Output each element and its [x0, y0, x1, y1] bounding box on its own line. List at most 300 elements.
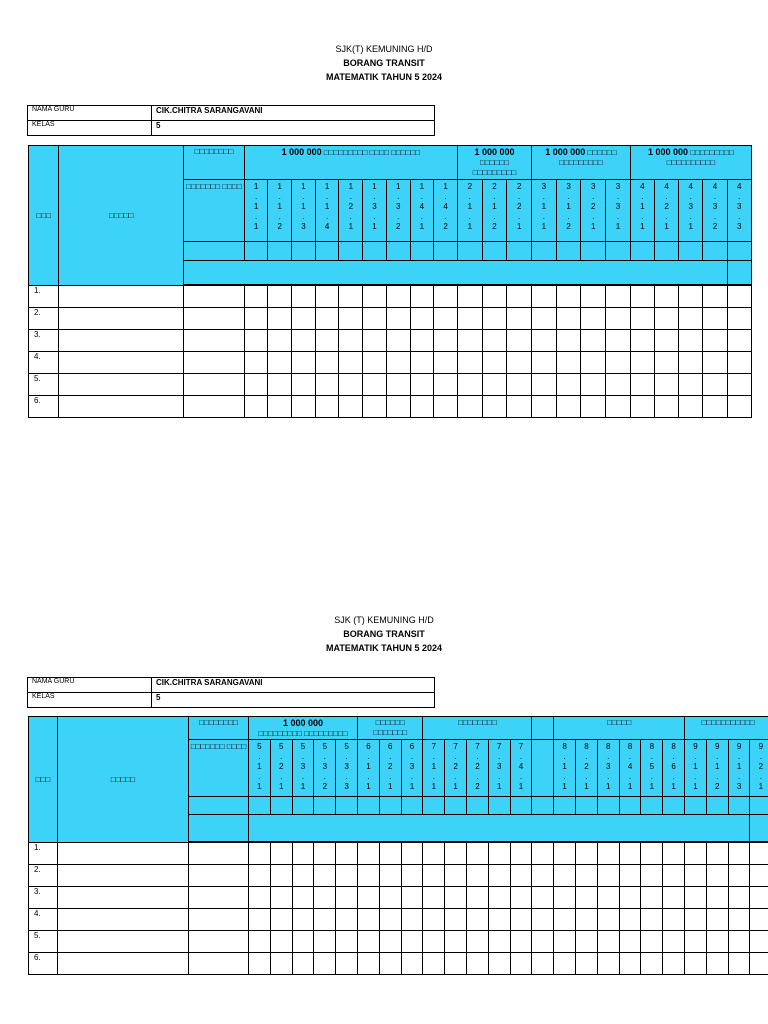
mark-cell[interactable] [467, 953, 489, 975]
mark-cell[interactable] [554, 843, 576, 865]
student-name-cell[interactable] [59, 286, 184, 308]
mark-cell[interactable] [386, 374, 410, 396]
mark-cell[interactable] [249, 953, 271, 975]
mark-cell[interactable] [532, 931, 554, 953]
mark-cell[interactable] [703, 308, 727, 330]
mark-cell[interactable] [510, 887, 532, 909]
mark-cell[interactable] [482, 396, 507, 418]
mark-cell[interactable] [314, 887, 336, 909]
mark-cell[interactable] [685, 865, 707, 887]
mark-cell[interactable] [532, 396, 557, 418]
mark-cell[interactable] [619, 909, 641, 931]
mark-cell[interactable] [445, 887, 467, 909]
mark-cell[interactable] [249, 865, 271, 887]
mark-cell[interactable] [401, 931, 423, 953]
mark-cell[interactable] [339, 330, 363, 352]
mark-cell[interactable] [292, 865, 314, 887]
mark-cell[interactable] [386, 308, 410, 330]
mark-cell[interactable] [339, 396, 363, 418]
mark-cell[interactable] [410, 396, 434, 418]
mark-cell[interactable] [189, 887, 249, 909]
mark-cell[interactable] [728, 909, 750, 931]
mark-cell[interactable] [268, 374, 292, 396]
mark-cell[interactable] [423, 909, 445, 931]
mark-cell[interactable] [685, 931, 707, 953]
mark-cell[interactable] [270, 865, 292, 887]
mark-cell[interactable] [727, 396, 751, 418]
code-cell [410, 180, 434, 242]
mark-cell[interactable] [363, 396, 387, 418]
mark-cell[interactable] [532, 286, 557, 308]
mark-cell[interactable] [655, 396, 679, 418]
mark-cell[interactable] [679, 374, 703, 396]
mark-cell[interactable] [619, 865, 641, 887]
student-name-cell[interactable] [58, 843, 189, 865]
mark-cell[interactable] [339, 352, 363, 374]
mark-cell[interactable] [314, 909, 336, 931]
mark-cell[interactable] [703, 352, 727, 374]
mark-cell[interactable] [339, 374, 363, 396]
mark-cell[interactable] [556, 396, 581, 418]
mark-cell[interactable] [576, 865, 598, 887]
mark-cell[interactable] [663, 909, 685, 931]
mark-cell[interactable] [292, 843, 314, 865]
mark-cell[interactable] [750, 843, 768, 865]
mark-cell[interactable] [336, 909, 358, 931]
mark-cell[interactable] [556, 308, 581, 330]
mark-cell[interactable] [189, 931, 249, 953]
student-name-cell[interactable] [59, 352, 184, 374]
mark-cell[interactable] [727, 286, 751, 308]
student-name-cell[interactable] [58, 953, 189, 975]
mark-cell[interactable] [184, 286, 244, 308]
mark-cell[interactable] [401, 887, 423, 909]
mark-cell[interactable] [706, 887, 728, 909]
mark-cell[interactable] [556, 374, 581, 396]
mark-cell[interactable] [358, 865, 380, 887]
mark-cell[interactable] [423, 865, 445, 887]
mark-cell[interactable] [268, 286, 292, 308]
mark-cell[interactable] [336, 843, 358, 865]
mark-cell[interactable] [249, 887, 271, 909]
mark-cell[interactable] [244, 352, 268, 374]
mark-cell[interactable] [467, 887, 489, 909]
mark-cell[interactable] [488, 865, 510, 887]
mark-cell[interactable] [292, 396, 316, 418]
mark-cell[interactable] [532, 843, 554, 865]
mark-cell[interactable] [445, 843, 467, 865]
mark-cell[interactable] [655, 352, 679, 374]
mark-cell[interactable] [457, 330, 482, 352]
mark-cell[interactable] [532, 374, 557, 396]
mark-cell[interactable] [358, 909, 380, 931]
mark-cell[interactable] [336, 887, 358, 909]
mark-cell[interactable] [363, 374, 387, 396]
mark-cell[interactable] [728, 865, 750, 887]
mark-cell[interactable] [507, 286, 532, 308]
mark-cell[interactable] [554, 953, 576, 975]
form1-grid [28, 145, 752, 418]
mark-cell[interactable] [706, 909, 728, 931]
mark-cell[interactable] [630, 396, 654, 418]
mark-cell[interactable] [685, 953, 707, 975]
student-name-cell[interactable] [58, 865, 189, 887]
mark-cell[interactable] [685, 909, 707, 931]
mark-cell[interactable] [750, 865, 768, 887]
mark-cell[interactable] [663, 887, 685, 909]
mark-cell[interactable] [467, 843, 489, 865]
mark-cell[interactable] [434, 286, 458, 308]
mark-cell[interactable] [663, 843, 685, 865]
mark-cell[interactable] [270, 843, 292, 865]
mark-cell[interactable] [532, 953, 554, 975]
mark-cell[interactable] [386, 352, 410, 374]
code-cell [292, 740, 314, 797]
mark-cell[interactable] [379, 931, 401, 953]
mark-cell[interactable] [434, 352, 458, 374]
mark-cell[interactable] [554, 887, 576, 909]
mark-cell[interactable] [597, 865, 619, 887]
mark-cell[interactable] [507, 396, 532, 418]
mark-cell[interactable] [423, 843, 445, 865]
mark-cell[interactable] [576, 887, 598, 909]
mark-cell[interactable] [576, 843, 598, 865]
mark-cell[interactable] [363, 308, 387, 330]
mark-cell[interactable] [244, 396, 268, 418]
mark-cell[interactable] [556, 352, 581, 374]
mark-cell[interactable] [703, 286, 727, 308]
mark-cell[interactable] [457, 286, 482, 308]
mark-cell[interactable] [728, 887, 750, 909]
mark-cell[interactable] [292, 931, 314, 953]
mark-cell[interactable] [703, 330, 727, 352]
mark-cell[interactable] [315, 352, 339, 374]
mark-cell[interactable] [581, 396, 606, 418]
mark-cell[interactable] [445, 909, 467, 931]
mark-cell[interactable] [630, 308, 654, 330]
mark-cell[interactable] [434, 374, 458, 396]
mark-cell[interactable] [189, 909, 249, 931]
mark-cell[interactable] [727, 330, 751, 352]
student-name-cell[interactable] [58, 909, 189, 931]
student-name-cell[interactable] [59, 308, 184, 330]
mark-cell[interactable] [597, 931, 619, 953]
mark-cell[interactable] [244, 286, 268, 308]
mark-cell[interactable] [630, 330, 654, 352]
mark-cell[interactable] [532, 330, 557, 352]
mark-cell[interactable] [467, 865, 489, 887]
mark-cell[interactable] [184, 308, 244, 330]
mark-cell[interactable] [379, 909, 401, 931]
mark-cell[interactable] [292, 953, 314, 975]
mark-cell[interactable] [556, 286, 581, 308]
mark-cell[interactable] [606, 286, 631, 308]
mark-cell[interactable] [488, 843, 510, 865]
mark-cell[interactable] [510, 865, 532, 887]
mark-cell[interactable] [581, 330, 606, 352]
mark-cell[interactable] [581, 308, 606, 330]
mark-cell[interactable] [619, 931, 641, 953]
mark-cell[interactable] [379, 887, 401, 909]
mark-cell[interactable] [576, 931, 598, 953]
mark-cell[interactable] [482, 352, 507, 374]
mark-cell[interactable] [679, 330, 703, 352]
mark-cell[interactable] [750, 887, 768, 909]
mark-cell[interactable] [270, 953, 292, 975]
mark-cell[interactable] [606, 396, 631, 418]
mark-cell[interactable] [606, 352, 631, 374]
mark-cell[interactable] [270, 931, 292, 953]
mark-cell[interactable] [663, 953, 685, 975]
mark-cell[interactable] [379, 843, 401, 865]
mark-cell[interactable] [358, 843, 380, 865]
mark-cell[interactable] [358, 931, 380, 953]
mark-cell[interactable] [314, 931, 336, 953]
mark-cell[interactable] [457, 352, 482, 374]
mark-cell[interactable] [727, 308, 751, 330]
mark-cell[interactable] [630, 374, 654, 396]
mark-cell[interactable] [315, 286, 339, 308]
mark-cell[interactable] [488, 953, 510, 975]
mark-cell[interactable] [249, 843, 271, 865]
mark-cell[interactable] [270, 909, 292, 931]
mark-cell[interactable] [507, 352, 532, 374]
mark-cell[interactable] [727, 352, 751, 374]
mark-cell[interactable] [379, 865, 401, 887]
mark-cell[interactable] [363, 330, 387, 352]
mark-cell[interactable] [358, 953, 380, 975]
mark-cell[interactable] [423, 931, 445, 953]
mark-cell[interactable] [750, 953, 768, 975]
mark-cell[interactable] [184, 396, 244, 418]
mark-cell[interactable] [532, 865, 554, 887]
mark-cell[interactable] [630, 286, 654, 308]
mark-cell[interactable] [184, 330, 244, 352]
mark-cell[interactable] [655, 330, 679, 352]
mark-cell[interactable] [249, 931, 271, 953]
mark-cell[interactable] [706, 931, 728, 953]
mark-cell[interactable] [685, 843, 707, 865]
mark-cell[interactable] [401, 953, 423, 975]
mark-cell[interactable] [606, 374, 631, 396]
mark-cell[interactable] [363, 352, 387, 374]
mark-cell[interactable] [457, 396, 482, 418]
mark-cell[interactable] [507, 374, 532, 396]
student-name-cell[interactable] [58, 887, 189, 909]
mark-cell[interactable] [556, 330, 581, 352]
mark-cell[interactable] [750, 931, 768, 953]
mark-cell[interactable] [679, 308, 703, 330]
mark-cell[interactable] [482, 374, 507, 396]
mark-cell[interactable] [336, 931, 358, 953]
mark-cell[interactable] [386, 330, 410, 352]
mark-cell[interactable] [314, 843, 336, 865]
mark-cell[interactable] [750, 909, 768, 931]
mark-cell[interactable] [445, 953, 467, 975]
mark-cell[interactable] [581, 374, 606, 396]
mark-cell[interactable] [410, 330, 434, 352]
mark-cell[interactable] [641, 887, 663, 909]
mark-cell[interactable] [292, 308, 316, 330]
mark-cell[interactable] [606, 308, 631, 330]
mark-cell[interactable] [507, 308, 532, 330]
mark-cell[interactable] [655, 374, 679, 396]
mark-cell[interactable] [184, 374, 244, 396]
mark-cell[interactable] [410, 352, 434, 374]
mark-cell[interactable] [655, 286, 679, 308]
mark-cell[interactable] [292, 352, 316, 374]
mark-cell[interactable] [244, 308, 268, 330]
mark-cell[interactable] [663, 865, 685, 887]
mark-cell[interactable] [292, 330, 316, 352]
mark-cell[interactable] [315, 374, 339, 396]
mark-cell[interactable] [597, 953, 619, 975]
mark-cell[interactable] [727, 374, 751, 396]
mark-cell[interactable] [728, 843, 750, 865]
mark-cell[interactable] [379, 953, 401, 975]
mark-cell[interactable] [423, 887, 445, 909]
mark-cell[interactable] [728, 931, 750, 953]
mark-cell[interactable] [358, 887, 380, 909]
mark-cell[interactable] [641, 865, 663, 887]
student-name-cell[interactable] [59, 374, 184, 396]
mark-cell[interactable] [597, 909, 619, 931]
student-name-cell[interactable] [59, 330, 184, 352]
blank-cell [507, 242, 532, 261]
mark-cell[interactable] [339, 308, 363, 330]
mark-cell[interactable] [315, 308, 339, 330]
mark-cell[interactable] [434, 396, 458, 418]
code-label: 4 . 3 . 2 [712, 182, 718, 231]
mark-cell[interactable] [315, 396, 339, 418]
mark-cell[interactable] [292, 887, 314, 909]
mark-cell[interactable] [641, 909, 663, 931]
mark-cell[interactable] [728, 953, 750, 975]
mark-cell[interactable] [268, 330, 292, 352]
mark-cell[interactable] [685, 887, 707, 909]
mark-cell[interactable] [488, 887, 510, 909]
mark-cell[interactable] [532, 308, 557, 330]
mark-cell[interactable] [679, 396, 703, 418]
mark-cell[interactable] [410, 308, 434, 330]
mark-cell[interactable] [554, 865, 576, 887]
mark-cell[interactable] [554, 931, 576, 953]
mark-cell[interactable] [434, 308, 458, 330]
student-name-cell[interactable] [58, 931, 189, 953]
mark-cell[interactable] [268, 352, 292, 374]
mark-cell[interactable] [445, 931, 467, 953]
mark-cell[interactable] [314, 953, 336, 975]
mark-cell[interactable] [184, 352, 244, 374]
mark-cell[interactable] [292, 374, 316, 396]
mark-cell[interactable] [510, 953, 532, 975]
mark-cell[interactable] [703, 374, 727, 396]
mark-cell[interactable] [597, 887, 619, 909]
mark-cell[interactable] [336, 953, 358, 975]
mark-cell[interactable] [410, 286, 434, 308]
mark-cell[interactable] [292, 909, 314, 931]
mark-cell[interactable] [314, 865, 336, 887]
mark-cell[interactable] [532, 909, 554, 931]
mark-cell[interactable] [457, 308, 482, 330]
mark-cell[interactable] [189, 843, 249, 865]
mark-cell[interactable] [619, 953, 641, 975]
mark-cell[interactable] [510, 931, 532, 953]
mark-cell[interactable] [363, 286, 387, 308]
student-name-cell[interactable] [59, 396, 184, 418]
mark-cell[interactable] [706, 865, 728, 887]
mark-cell[interactable] [703, 396, 727, 418]
mark-cell[interactable] [249, 909, 271, 931]
mark-cell[interactable] [315, 330, 339, 352]
mark-cell[interactable] [507, 330, 532, 352]
mark-cell[interactable] [576, 909, 598, 931]
mark-cell[interactable] [581, 286, 606, 308]
mark-cell[interactable] [488, 931, 510, 953]
mark-cell[interactable] [410, 374, 434, 396]
mark-cell[interactable] [268, 396, 292, 418]
mark-cell[interactable] [467, 909, 489, 931]
mark-cell[interactable] [510, 909, 532, 931]
mark-cell[interactable] [679, 352, 703, 374]
mark-cell[interactable] [244, 330, 268, 352]
mark-cell[interactable] [270, 887, 292, 909]
mark-cell[interactable] [619, 887, 641, 909]
mark-cell[interactable] [292, 286, 316, 308]
mark-cell[interactable] [619, 843, 641, 865]
mark-cell[interactable] [189, 865, 249, 887]
mark-cell[interactable] [597, 843, 619, 865]
mark-cell[interactable] [606, 330, 631, 352]
mark-cell[interactable] [488, 909, 510, 931]
mark-cell[interactable] [401, 909, 423, 931]
mark-cell[interactable] [554, 909, 576, 931]
mark-cell[interactable] [641, 931, 663, 953]
mark-cell[interactable] [510, 843, 532, 865]
mark-cell[interactable] [655, 308, 679, 330]
mark-cell[interactable] [630, 352, 654, 374]
mark-cell[interactable] [339, 286, 363, 308]
mark-cell[interactable] [386, 286, 410, 308]
mark-cell[interactable] [336, 865, 358, 887]
mark-cell[interactable] [386, 396, 410, 418]
mark-cell[interactable] [189, 953, 249, 975]
mark-cell[interactable] [663, 931, 685, 953]
mark-cell[interactable] [706, 953, 728, 975]
mark-cell[interactable] [482, 286, 507, 308]
mark-cell[interactable] [244, 374, 268, 396]
mark-cell[interactable] [706, 843, 728, 865]
mark-cell[interactable] [434, 330, 458, 352]
mark-cell[interactable] [532, 352, 557, 374]
mark-cell[interactable] [641, 953, 663, 975]
mark-cell[interactable] [576, 953, 598, 975]
mark-cell[interactable] [482, 330, 507, 352]
mark-cell[interactable] [581, 352, 606, 374]
mark-cell[interactable] [401, 865, 423, 887]
mark-cell[interactable] [445, 865, 467, 887]
mark-cell[interactable] [401, 843, 423, 865]
mark-cell[interactable] [679, 286, 703, 308]
mark-cell[interactable] [482, 308, 507, 330]
guru-label: NAMA GURU [28, 106, 152, 121]
mark-cell[interactable] [268, 308, 292, 330]
mark-cell[interactable] [423, 953, 445, 975]
mark-cell[interactable] [641, 843, 663, 865]
mark-cell[interactable] [467, 931, 489, 953]
mark-cell[interactable] [457, 374, 482, 396]
mark-cell[interactable] [532, 887, 554, 909]
